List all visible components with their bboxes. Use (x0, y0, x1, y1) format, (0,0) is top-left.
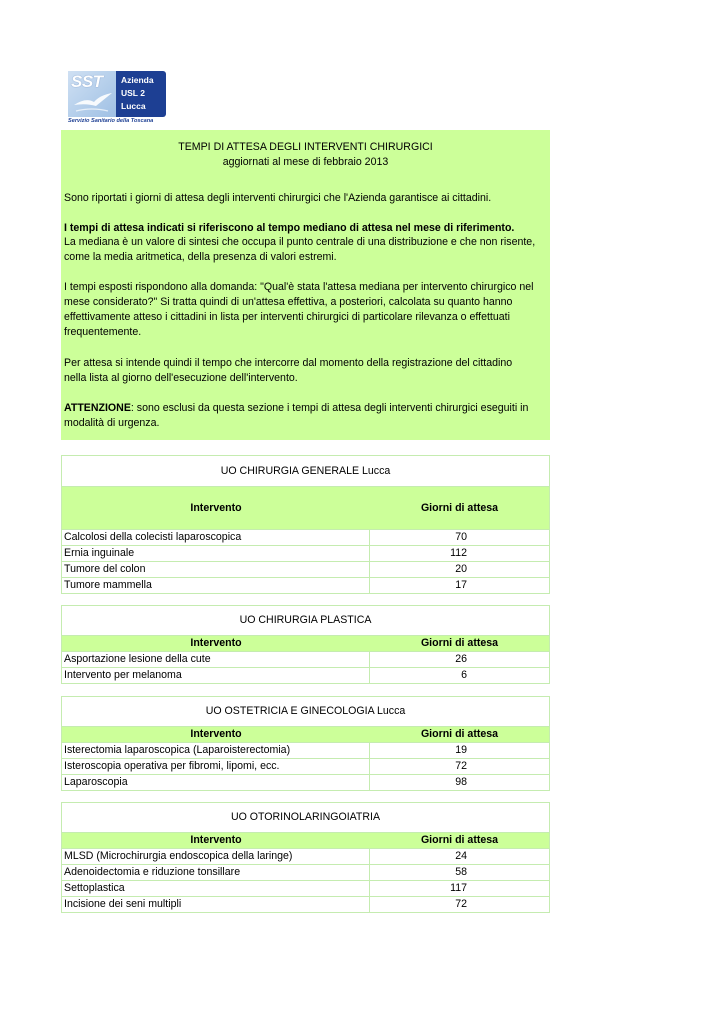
table-header (62, 487, 549, 529)
table-row (62, 561, 549, 577)
row-intervento: MLSD (Microchirurgia endoscopica della laringe) (62, 849, 370, 864)
row-intervento: Laparoscopia (62, 775, 370, 790)
table-row (62, 667, 549, 683)
table-header (62, 727, 549, 742)
logo-line-2: USL 2 (121, 88, 145, 98)
row-giorni: 72 (455, 898, 467, 910)
row-giorni: 70 (455, 531, 467, 543)
intro-paragraph-2-line-a: La mediana è un valore di sintesi che occupa il punto centrale di una distribuzione e che non risente, (64, 236, 536, 248)
row-giorni: 98 (455, 776, 467, 788)
row-giorni: 6 (461, 669, 467, 681)
intro-paragraph-1: Sono riportati i giorni di attesa degli interventi chirurgici che l'Azienda garantisce ai cittadini. (64, 192, 492, 204)
intro-paragraph-3-line-a: I tempi esposti rispondono alla domanda: "Qual'è stata l'attesa mediana per intervento chirurgico nel (64, 281, 534, 293)
row-intervento: Settoplastica (62, 881, 370, 896)
intro-paragraph-2-bold: I tempi di attesa indicati si riferiscono al tempo mediano di attesa nel mese di riferimento. (64, 222, 515, 234)
row-intervento: Isteroscopia operativa per fibromi, lipomi, ecc. (62, 759, 370, 774)
header-giorni: Giorni di attesa (420, 728, 499, 740)
table-title: UO CHIRURGIA PLASTICA (62, 606, 549, 636)
table-row (62, 864, 549, 880)
table-otorinolaringoiatria (61, 802, 550, 913)
table-row (62, 577, 549, 593)
intro-box (61, 130, 550, 440)
intro-paragraph-4-line-b: nella lista al giorno dell'esecuzione dell'intervento. (64, 372, 298, 384)
row-giorni: 117 (450, 882, 467, 894)
intro-paragraph-5-line-a: ATTENZIONE: sono esclusi da questa sezione i tempi di attesa degli interventi chirurgici eseguiti in (64, 402, 529, 414)
logo-mark (68, 71, 116, 117)
row-intervento: Asportazione lesione della cute (62, 652, 370, 667)
row-giorni: 19 (455, 744, 467, 756)
table-chirurgia-plastica (61, 605, 550, 684)
row-intervento: Incisione dei seni multipli (62, 897, 370, 912)
header-intervento: Intervento (190, 502, 242, 514)
header-giorni: Giorni di attesa (420, 834, 499, 846)
row-intervento: Adenoidectomia e riduzione tonsillare (62, 865, 370, 880)
intro-paragraph-3-line-c: effettivamente atteso i cittadini in lista per interventi chirurgici di particolare rilevanza o effettuati (64, 311, 510, 323)
table-title: UO OSTETRICIA E GINECOLOGIA Lucca (62, 697, 549, 727)
row-intervento: Calcolosi della colecisti laparoscopica (62, 530, 370, 545)
intro-subtitle: aggiornati al mese di febbraio 2013 (222, 156, 389, 168)
table-header (62, 833, 549, 848)
row-giorni: 112 (450, 547, 467, 559)
row-intervento: Isterectomia laparoscopica (Laparoisterectomia) (62, 743, 370, 758)
row-giorni: 20 (455, 563, 467, 575)
header-giorni: Giorni di attesa (420, 502, 499, 514)
row-giorni: 72 (455, 760, 467, 772)
intro-paragraph-3-line-d: frequentemente. (64, 326, 142, 338)
intro-title: TEMPI DI ATTESA DEGLI INTERVENTI CHIRURGICI (178, 141, 433, 153)
table-title: UO OTORINOLARINGOIATRIA (62, 803, 549, 833)
row-intervento: Intervento per melanoma (62, 668, 370, 683)
row-giorni: 26 (455, 653, 467, 665)
logo-caption: Servizio Sanitario della Toscana (68, 118, 154, 124)
table-row (62, 896, 549, 912)
table-row (62, 529, 549, 545)
table-row (62, 880, 549, 896)
table-row (62, 774, 549, 790)
logo-text-block (116, 71, 166, 117)
row-intervento: Ernia inguinale (62, 546, 370, 561)
row-giorni: 58 (455, 866, 467, 878)
table-ostetricia-ginecologia (61, 696, 550, 791)
intro-paragraph-5-line-b: modalità di urgenza. (64, 417, 160, 429)
header-intervento: Intervento (190, 637, 242, 649)
intro-paragraph-2-line-b: come la media aritmetica, della presenza di valori estremi. (64, 251, 337, 263)
table-row (62, 742, 549, 758)
table-row (62, 545, 549, 561)
table-row (62, 651, 549, 667)
logo-line-3: Lucca (121, 101, 146, 111)
row-giorni: 17 (455, 579, 467, 591)
table-chirurgia-generale (61, 455, 550, 594)
header-giorni: Giorni di attesa (420, 637, 499, 649)
logo-line-1: Azienda (121, 75, 154, 85)
row-intervento: Tumore mammella (62, 578, 370, 593)
intro-paragraph-3-line-b: mese considerato?" Si tratta quindi di un'attesa effettiva, a posteriori, calcolata su quanto hanno (64, 296, 513, 308)
header-intervento: Intervento (190, 834, 242, 846)
table-row (62, 848, 549, 864)
table-title: UO CHIRURGIA GENERALE Lucca (62, 456, 549, 487)
intro-paragraph-4-line-a: Per attesa si intende quindi il tempo che intercorre dal momento della registrazione del cittadino (64, 357, 513, 369)
row-intervento: Tumore del colon (62, 562, 370, 577)
header-intervento: Intervento (190, 728, 242, 740)
logo-sst-text: SST (71, 72, 103, 91)
table-row (62, 758, 549, 774)
row-giorni: 24 (455, 850, 467, 862)
table-header (62, 636, 549, 651)
asl-logo (68, 71, 166, 127)
